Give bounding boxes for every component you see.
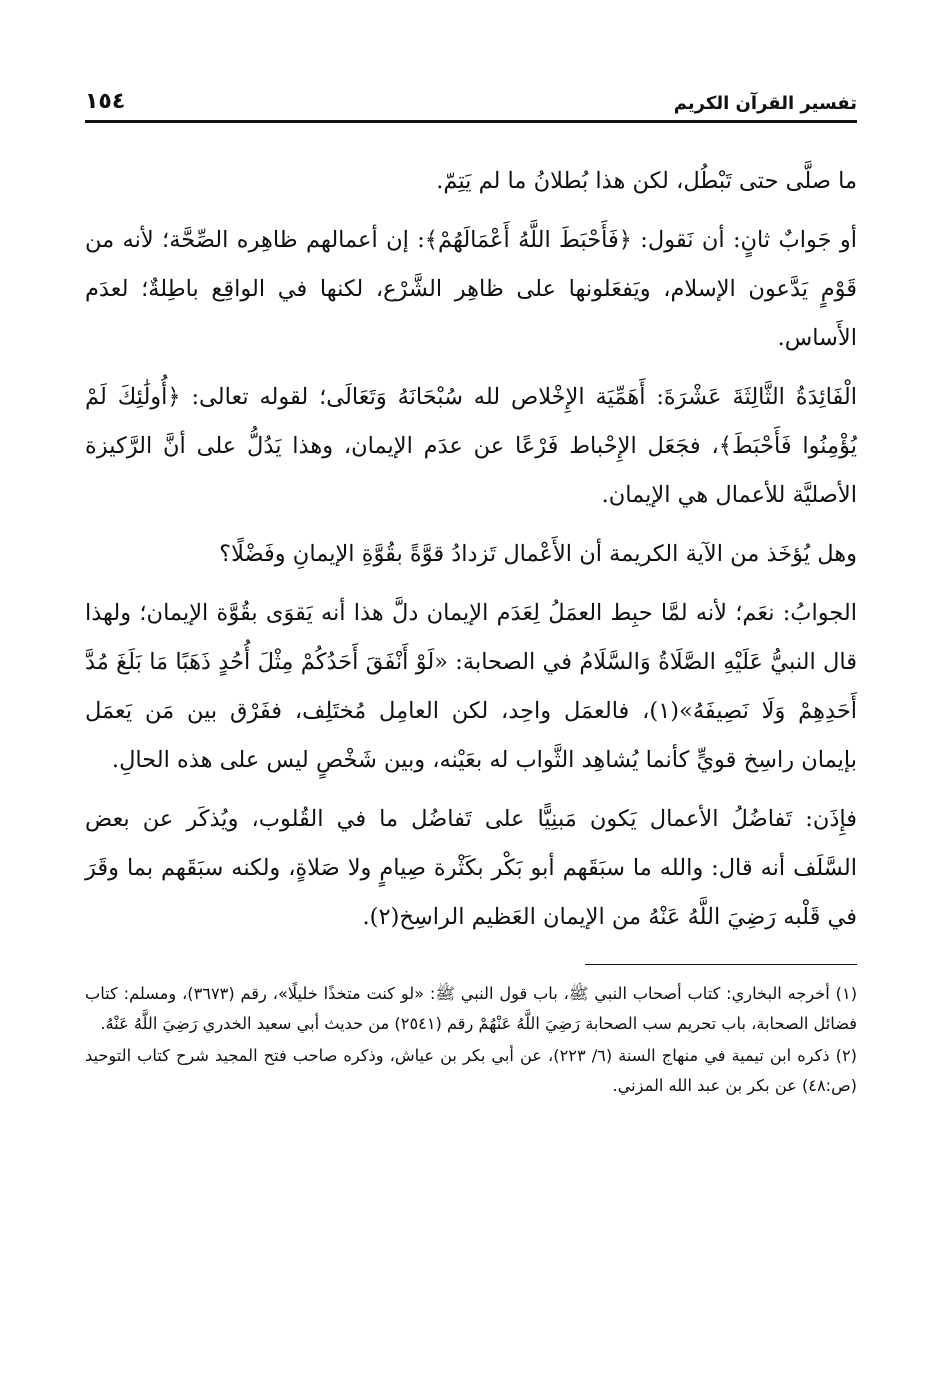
main-text [85, 157, 857, 942]
footnotes [85, 979, 857, 1101]
running-header [85, 80, 857, 123]
footnote-divider [585, 964, 857, 965]
book-title: تفسير القرآن الكريم [673, 93, 857, 114]
paragraph: وهل يُؤخَذ من الآية الكريمة أن الأَعْمال تَزدادُ قوَّةً بقُوَّةِ الإيمانِ وفَضْلًا؟ [219, 541, 857, 567]
book-page [85, 80, 857, 1103]
footnote: (٢) ذكره ابن تيمية في منهاج السنة (٦/ ٢٢٣)، عن أبي بكر بن عياش، وذكره صاحب فتح المجيد شرح كتاب التوحيد (ص:٤٨) عن بكر بن عبد الله المزني. [85, 1046, 857, 1095]
paragraph: أو جَوابٌ ثانٍ: أن نَقول: ﴿فَأَحْبَطَ اللَّهُ أَعْمَالَهُمْ﴾: إن أعمالهم ظاهِره الصِّحَّة؛ لأنه من قَوْمٍ يَدَّعون الإسلام، ويَفعَلونها على ظاهِر الشَّرْع، لكنها في الواقِع باطِلةٌ؛ لعدَم الأَساس. [85, 227, 857, 351]
page-number: ١٥٤ [85, 89, 126, 114]
paragraph: ما صلَّى حتى تَبْطُل، لكن هذا بُطلانُ ما لم يَتِمّ. [436, 168, 857, 194]
footnote: (١) أخرجه البخاري: كتاب أصحاب النبي ﷺ، باب قول النبي ﷺ: «لو كنت متخذًا خليلًا»، رقم (٣٦٧٣)، ومسلم: كتاب فضائل الصحابة، باب تحريم سب الصحابة رَضِيَ اللَّهُ عَنْهُمْ رقم (٢٥٤١) من حديث أبي سعيد الخدري رَضِيَ اللَّهُ عَنْهُ. [85, 984, 858, 1033]
paragraph: الْفَائِدَةُ الثَّالِثَةَ عَشْرَةَ: أَهَمِّيَة الإِخْلاص لله سُبْحَانَهُ وَتَعَالَى؛ لقوله تعالى: ﴿أُولَٰئِكَ لَمْ يُؤْمِنُوا فَأَحْبَطَ﴾، فجَعَل الإِحْباط فَرْعًا عن عدَم الإيمان، وهذا يَدُلُّ على أنَّ الرَّكيزة الأصليَّة للأعمال هي الإيمان. [85, 384, 857, 508]
paragraph: فإِذَن: تَفاضُلُ الأعمال يَكون مَبنِيًّا على تَفاضُل ما في القُلوب، ويُذكَر عن بعض السَّلَف أنه قال: والله ما سبَقَهم أبو بَكْر بكَثْرة صِيامٍ ولا صَلاةٍ، ولكنه سبَقَهم بما وقَرَ في قَلْبه رَضِيَ اللَّهُ عَنْهُ من الإيمان العَظيم الراسِخ(٢). [85, 806, 857, 930]
paragraph: الجوابُ: نعَم؛ لأنه لمَّا حبِط العمَلُ لِعَدَم الإيمان دلَّ هذا أنه يَقوَى بقُوَّة الإيمان؛ ولهذا قال النبيُّ عَلَيْهِ الصَّلَاةُ وَالسَّلَامُ في الصحابة: «لَوْ أَنْفَقَ أَحَدُكُمْ مِثْلَ أُحُدٍ ذَهَبًا مَا بَلَغَ مُدَّ أَحَدِهِمْ وَلَا نَصِيفَهُ»(١)، فالعمَل واحِد، لكن العامِل مُختَلِف، ففَرْق بين مَن يَعمَل بإيمان راسِخ قويٍّ كأنما يُشاهِد الثَّواب له بعَيْنه، وبين شَخْصٍ ليس على هذه الحالِ. [85, 600, 857, 773]
